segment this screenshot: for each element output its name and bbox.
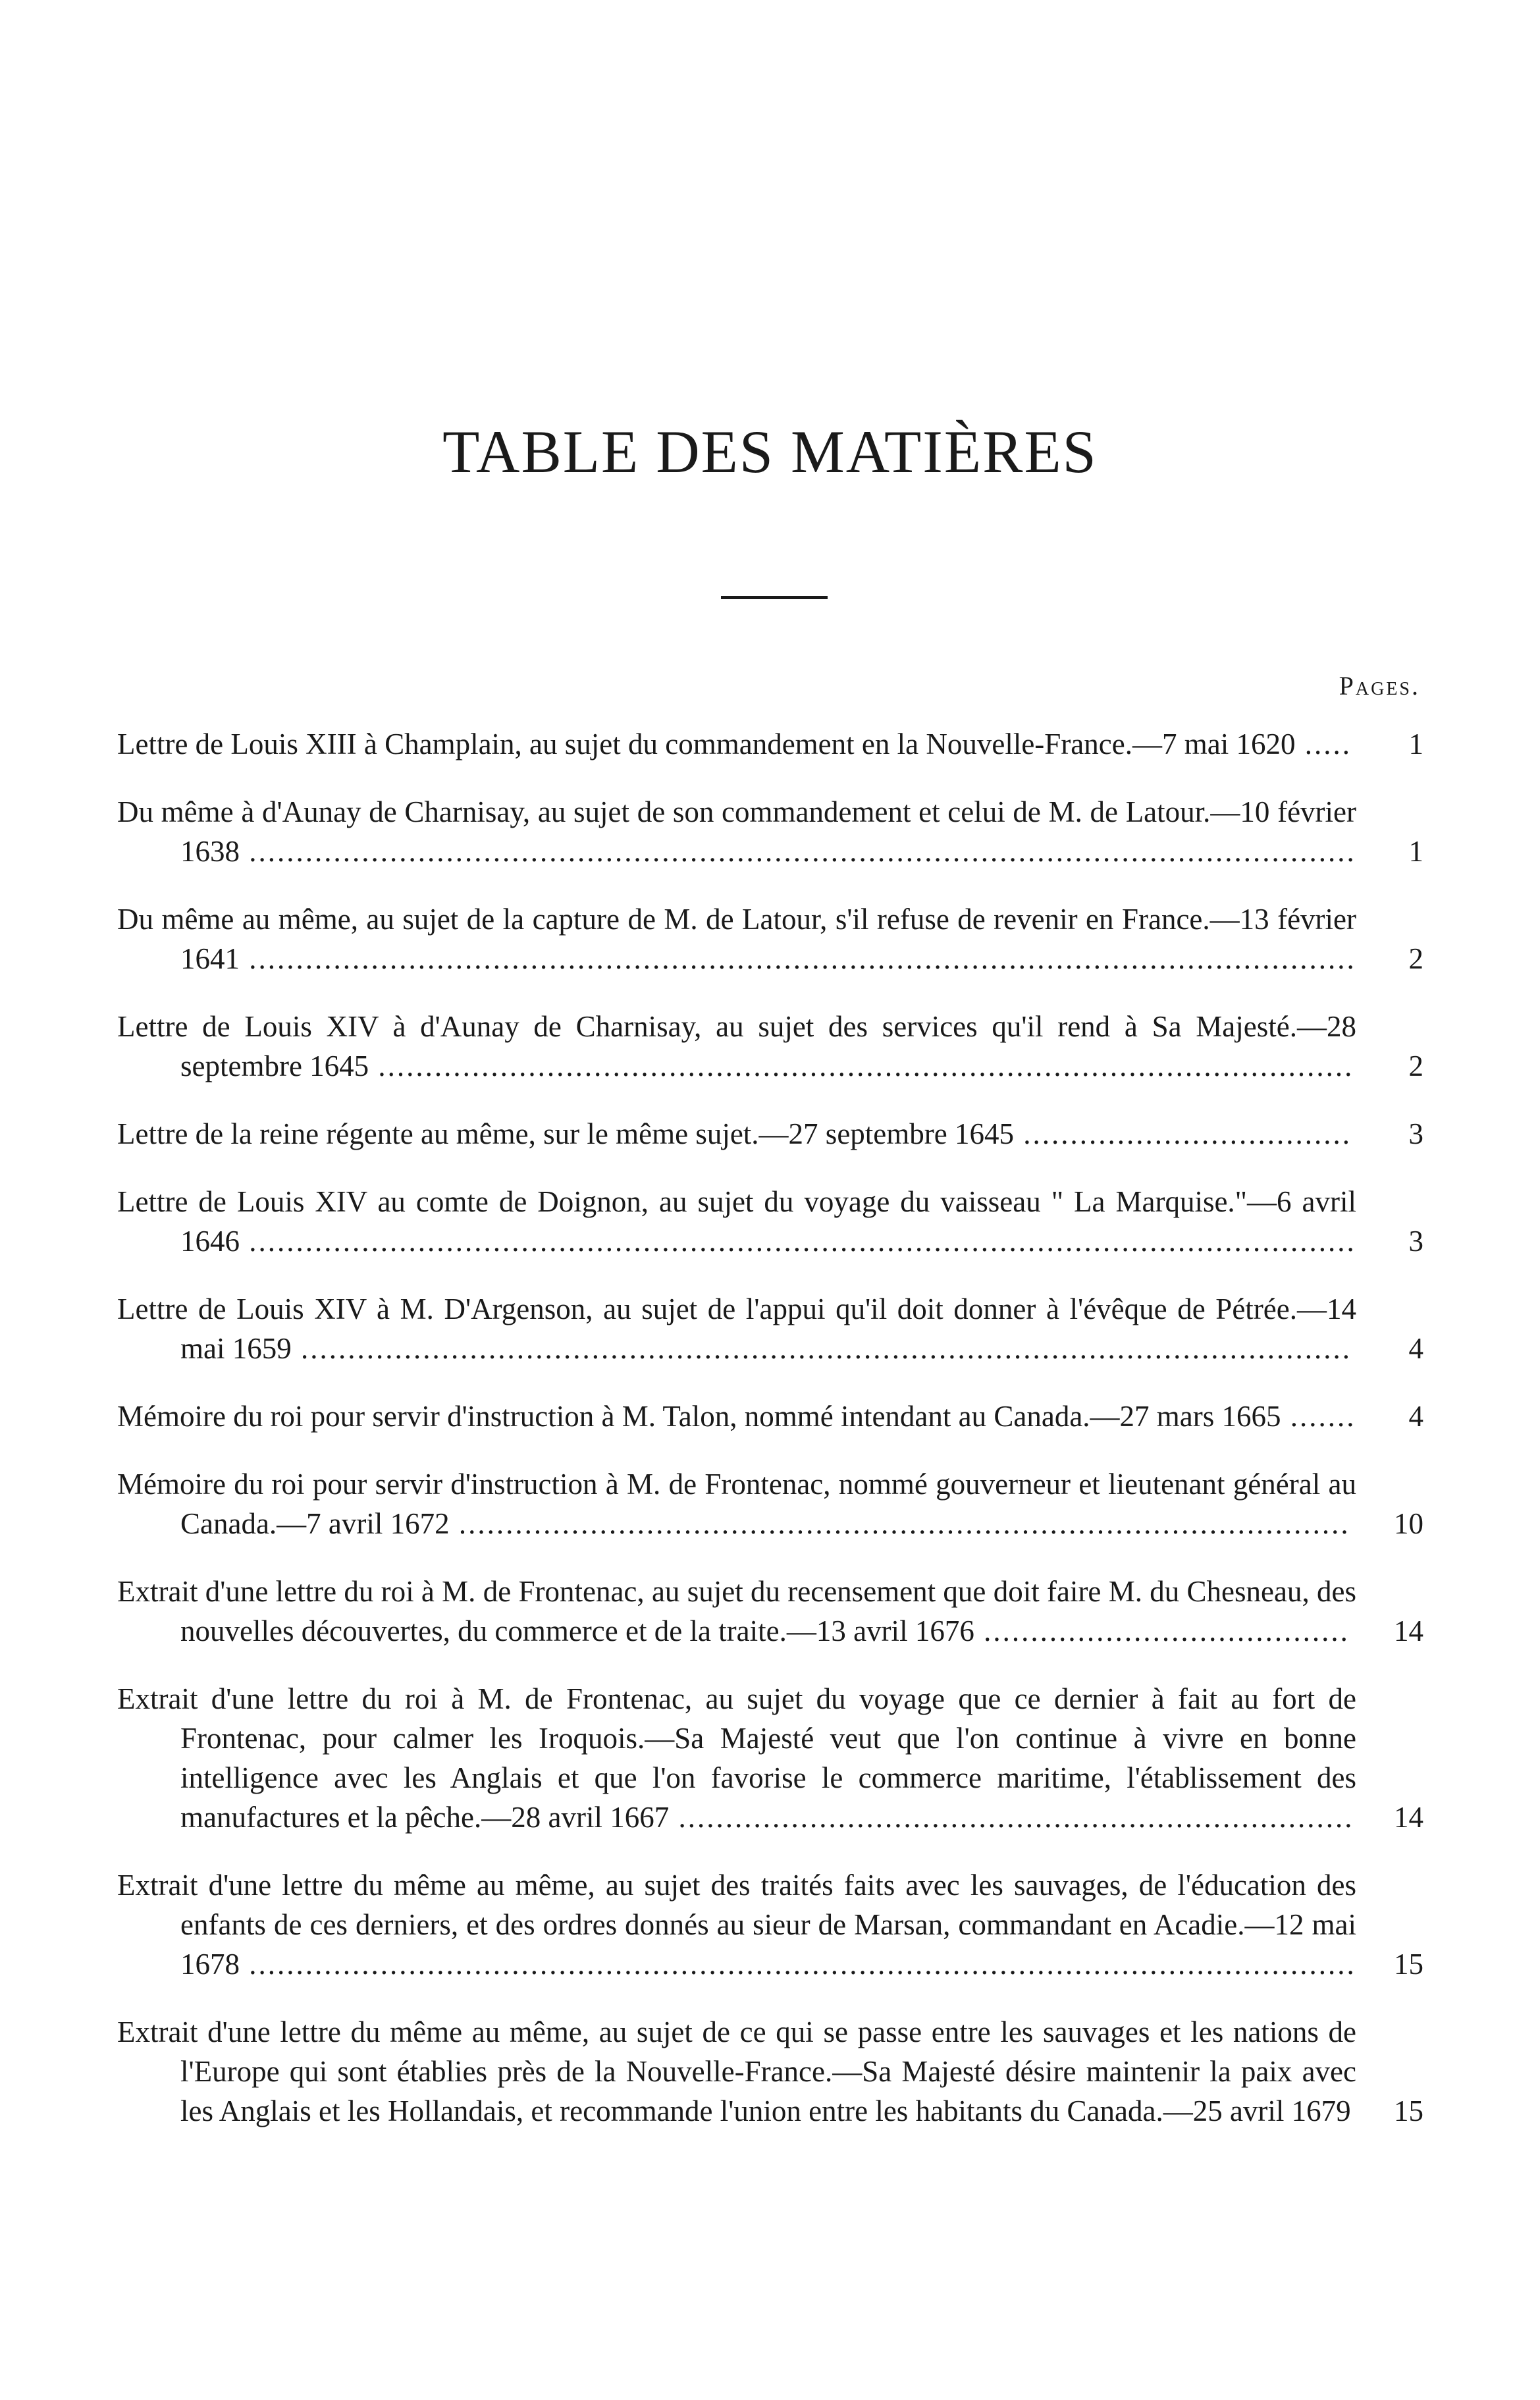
toc-entry [117,1182,1429,1261]
toc-entry-text: Lettre de Louis XIV à d'Aunay de Charnisay, au sujet des services qu'il rend à Sa Majesté.—28 septembre 1645 [117,1010,1356,1082]
dot-leader: ..... [1295,728,1352,760]
toc-entry [117,792,1429,871]
toc-entry-text: Mémoire du roi pour servir d'instruction à M. de Frontenac, nommé gouverneur et lieutenant général au Canada.—7 avril 1672 [117,1468,1356,1540]
toc-entry [117,1397,1429,1436]
toc-entry-page: 10 [1394,1507,1423,1540]
toc-entry-page: 2 [1408,1050,1423,1082]
toc-entry-text: Extrait d'une lettre du roi à M. de Frontenac, au sujet du voyage que ce dernier à fait au fort de Frontenac, pour calmer les Iroquois.—Sa Majesté veut que l'on continue à vivre en bonne intelligence avec les Anglais et que l'on favorise le commerce maritime, l'établissement des manufactures et la pêche.—28 avril 1667 [117,1682,1356,1834]
dot-leader: ........................................................................ [669,1801,1354,1834]
toc-entry-page: 15 [1394,2094,1423,2127]
dot-leader: ................................... [1013,1117,1352,1150]
toc-entry-page: 4 [1408,1332,1423,1365]
toc-entry [117,1114,1429,1154]
toc-entry-text: Extrait d'une lettre du roi à M. de Frontenac, au sujet du recensement que doit faire M. du Chesneau, des nouvelles découvertes, du commerce et de la traite.—13 avril 1676 [117,1575,1356,1647]
dot-leader: ....................................... [974,1614,1350,1647]
toc-entry [117,899,1429,978]
dot-leader: ................................................................................................................ [291,1332,1352,1365]
dot-leader: ...................................................................................................................... [240,835,1356,868]
toc-entry-text: Du même à d'Aunay de Charnisay, au sujet de son commandement et celui de M. de Latour.—10 février 1638 [117,795,1356,868]
toc-entry-text: Lettre de Louis XIV au comte de Doignon, au sujet du voyage du vaisseau " La Marquise."—6 avril 1646 [117,1185,1356,1258]
toc-entry-text: Lettre de la reine régente au même, sur le même sujet.—27 septembre 1645 [117,1117,1014,1150]
toc-entry-page: 14 [1394,1801,1423,1834]
toc-entry-text: Mémoire du roi pour servir d'instruction à M. Talon, nommé intendant au Canada.—27 mars 1665 [117,1400,1281,1433]
toc-entry [117,1865,1429,1984]
toc-entry-text: Extrait d'une lettre du même au même, au sujet de ce qui se passe entre les sauvages et les nations de l'Europe qui sont établies près de la Nouvelle-France.—Sa Majesté désire maintenir la paix avec les Anglais et les Hollandais, et recommande l'union entre les habitants du Canada.—25 avril 1679 [117,2015,1356,2127]
toc-entry-page: 3 [1408,1117,1423,1150]
pages-column-header: Pages. [1339,671,1420,701]
toc-entry-text: Du même au même, au sujet de la capture de M. de Latour, s'il refuse de revenir en France.—13 février 1641 [117,903,1356,975]
toc-entry-page: 15 [1394,1948,1423,1981]
toc-entry [117,2012,1429,2131]
dot-leader: ...................................................................................................................... [240,942,1356,975]
toc-entry [117,1007,1429,1086]
toc-entry-text: Extrait d'une lettre du même au même, au sujet des traités faits avec les sauvages, de l'éducation des enfants de ces derniers, et des ordres donnés au sieur de Marsan, commandant en Acadie.—12 mai 1678 [117,1869,1356,1981]
toc-entry [117,1572,1429,1651]
toc-entry [117,1289,1429,1368]
dot-leader: ........................................................................................................ [369,1050,1354,1082]
toc-entry-page: 14 [1394,1614,1423,1647]
toc-entry [117,1464,1429,1543]
toc-entry-page: 3 [1408,1225,1423,1258]
dot-leader: ............................................................................................... [449,1507,1350,1540]
dot-leader: ...................................................................................................................... [240,1948,1356,1981]
toc-entry-text: Lettre de Louis XIII à Champlain, au sujet du commandement en la Nouvelle-France.—7 mai 1620 [117,728,1296,760]
toc-entry [117,724,1429,764]
toc-entry-page: 1 [1408,835,1423,868]
page-title: TABLE DES MATIÈRES [442,418,1098,485]
toc-entry-page: 4 [1408,1400,1423,1433]
dot-leader: ...................................................................................................................... [240,1225,1356,1258]
toc-entry-text: Lettre de Louis XIV à M. D'Argenson, au sujet de l'appui qu'il doit donner à l'évêque de Pétrée.—14 mai 1659 [117,1293,1356,1365]
toc-entry-page: 1 [1408,728,1423,760]
toc-entry-page: 2 [1408,942,1423,975]
title-divider [721,596,828,599]
toc-entry [117,1679,1429,1837]
dot-leader: ....... [1281,1400,1356,1433]
table-of-contents [117,724,1429,2159]
